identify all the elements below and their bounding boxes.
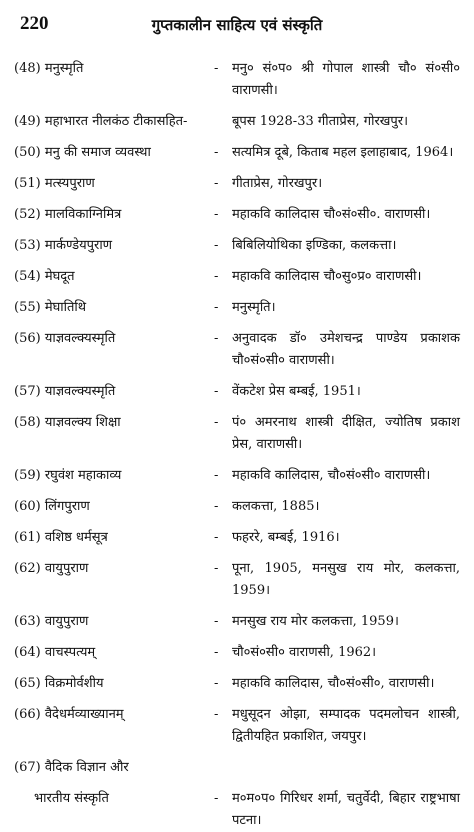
bibliography-entry	[14, 235, 460, 257]
entry-publication: मधुसूदन ओझा, सम्पादक पदमलोचन शास्त्री, द्वितीयहित प्रकाशित, जयपुर।	[232, 707, 460, 744]
entry-publication: बूपस 1928-33 गीताप्रेस, गोरखपुर।	[232, 114, 409, 129]
entry-title: भारतीय संस्कृति	[34, 791, 109, 806]
entry-dash: -	[214, 614, 219, 629]
entry-title: (65) विक्रमोर्वशीय	[14, 676, 104, 691]
entry-dash: -	[214, 468, 219, 483]
entry-dash: -	[214, 707, 219, 722]
entry-publication: पूना, 1905, मनसुख राय मोर, कलकत्ता, 1959।	[232, 561, 460, 598]
entry-publication: अनुवादक डॉ० उमेशचन्द्र पाण्डेय प्रकाशक चौ०सं०सी० वाराणसी।	[232, 331, 460, 368]
entry-title: (50) मनु की समाज व्यवस्था	[14, 145, 151, 160]
entry-title: (64) वाचस्पत्यम्	[14, 645, 96, 660]
entry-publication: सत्यमित्र दूबे, किताब महल इलाहाबाद, 1964।	[232, 145, 454, 160]
entry-dash: -	[214, 145, 219, 160]
entry-publication: गीताप्रेस, गोरखपुर।	[232, 176, 323, 191]
bibliography-entry	[14, 611, 460, 633]
entry-publication: महाकवि कालिदास, चौ०सं०सी०, वाराणसी।	[232, 676, 435, 691]
entry-title: (59) रघुवंश महाकाव्य	[14, 468, 122, 483]
bibliography-entry	[14, 642, 460, 664]
bibliography-entry	[14, 173, 460, 195]
bibliography-entry	[14, 757, 460, 779]
page-header	[20, 13, 454, 37]
bibliography-entry	[14, 788, 460, 832]
entry-title: (51) मत्स्यपुराण	[14, 176, 95, 191]
entry-title: (55) मेघातिथि	[14, 300, 87, 315]
bibliography-entry	[14, 381, 460, 403]
bibliography-entry	[14, 673, 460, 695]
bibliography-entry	[14, 704, 460, 748]
bibliography-entry	[14, 558, 460, 602]
entry-publication	[232, 757, 460, 779]
entry-title: (63) वायुपुराण	[14, 614, 89, 629]
entry-publication: पं० अमरनाथ शास्त्री दीक्षित, ज्योतिष प्रकाश प्रेस, वाराणसी।	[232, 415, 460, 452]
entry-dash: -	[214, 207, 219, 222]
entry-dash: -	[214, 61, 219, 76]
entry-dash: -	[214, 415, 219, 430]
entry-dash: -	[214, 645, 219, 660]
entry-title: (49) महाभारत नीलकंठ टीकासहित-	[14, 114, 188, 129]
entry-title: (48) मनुस्मृति	[14, 61, 84, 76]
entry-publication: म०म०प० गिरिधर शर्मा, चतुर्वेदी, बिहार राष्ट्रभाषा पटना।	[232, 791, 460, 828]
entry-publication: वेंकटेश प्रेस बम्बई, 1951।	[232, 384, 361, 399]
entry-title: (57) याज्ञवल्क्यस्मृति	[14, 384, 116, 399]
entry-dash: -	[214, 561, 219, 576]
entry-publication: महाकवि कालिदास चौ०सं०सी०. वाराणसी।	[232, 207, 431, 222]
entry-title: (53) मार्कण्डेयपुराण	[14, 238, 113, 253]
entry-title: (60) लिंगपुराण	[14, 499, 90, 514]
bibliography-entry	[14, 465, 460, 487]
entry-dash: -	[214, 530, 219, 545]
bibliography-entry	[14, 142, 460, 164]
entry-publication: महाकवि कालिदास, चौ०सं०सी० वाराणसी।	[232, 468, 431, 483]
entry-dash: -	[214, 269, 219, 284]
entry-dash: -	[214, 384, 219, 399]
bibliography-entry	[14, 328, 460, 372]
bibliography-entry	[14, 204, 460, 226]
entry-publication: कलकत्ता, 1885।	[232, 499, 320, 514]
bibliography-list	[14, 58, 460, 832]
entry-publication: महाकवि कालिदास चौ०सु०प्र० वाराणसी।	[232, 269, 422, 284]
entry-title: (67) वैदिक विज्ञान और	[14, 760, 129, 775]
entry-title: (62) वायुपुराण	[14, 561, 89, 576]
bibliography-entry	[14, 527, 460, 549]
entry-dash: -	[214, 331, 219, 346]
bibliography-entry	[14, 412, 460, 456]
entry-dash: -	[214, 238, 219, 253]
bibliography-entry	[14, 496, 460, 518]
running-title: गुप्तकालीन साहित्य एवं संस्कृति	[151, 16, 323, 34]
entry-publication: मनसुख राय मोर कलकत्ता, 1959।	[232, 614, 399, 629]
bibliography-entry	[14, 266, 460, 288]
page-number: 220	[20, 13, 49, 34]
entry-dash: -	[214, 499, 219, 514]
entry-dash: -	[214, 791, 219, 806]
entry-publication: फहररे, बम्बई, 1916।	[232, 530, 340, 545]
entry-publication: मनु० सं०प० श्री गोपाल शास्त्री चौ० सं०सी० वाराणसी।	[232, 61, 460, 98]
entry-dash: -	[214, 176, 219, 191]
entry-publication: मनुस्मृति।	[232, 300, 276, 315]
bibliography-entry	[14, 111, 460, 133]
entry-publication: चौ०सं०सी० वाराणसी, 1962।	[232, 645, 377, 660]
entry-dash: -	[214, 300, 219, 315]
entry-title: (58) याज्ञवल्क्य शिक्षा	[14, 415, 121, 430]
entry-title: (61) वशिष्ठ धर्मसूत्र	[14, 530, 108, 545]
entry-title: (54) मेघदूत	[14, 269, 75, 284]
entry-dash: -	[214, 676, 219, 691]
entry-title: (56) याज्ञवल्क्यस्मृति	[14, 331, 116, 346]
bibliography-entry	[14, 58, 460, 102]
entry-title: (66) वैदेधर्मव्याख्यानम्	[14, 707, 124, 722]
entry-publication: बिबिलियोथिका इण्डिका, कलकत्ता।	[232, 238, 397, 253]
bibliography-entry	[14, 297, 460, 319]
entry-title: (52) मालविकाग्निमित्र	[14, 207, 122, 222]
